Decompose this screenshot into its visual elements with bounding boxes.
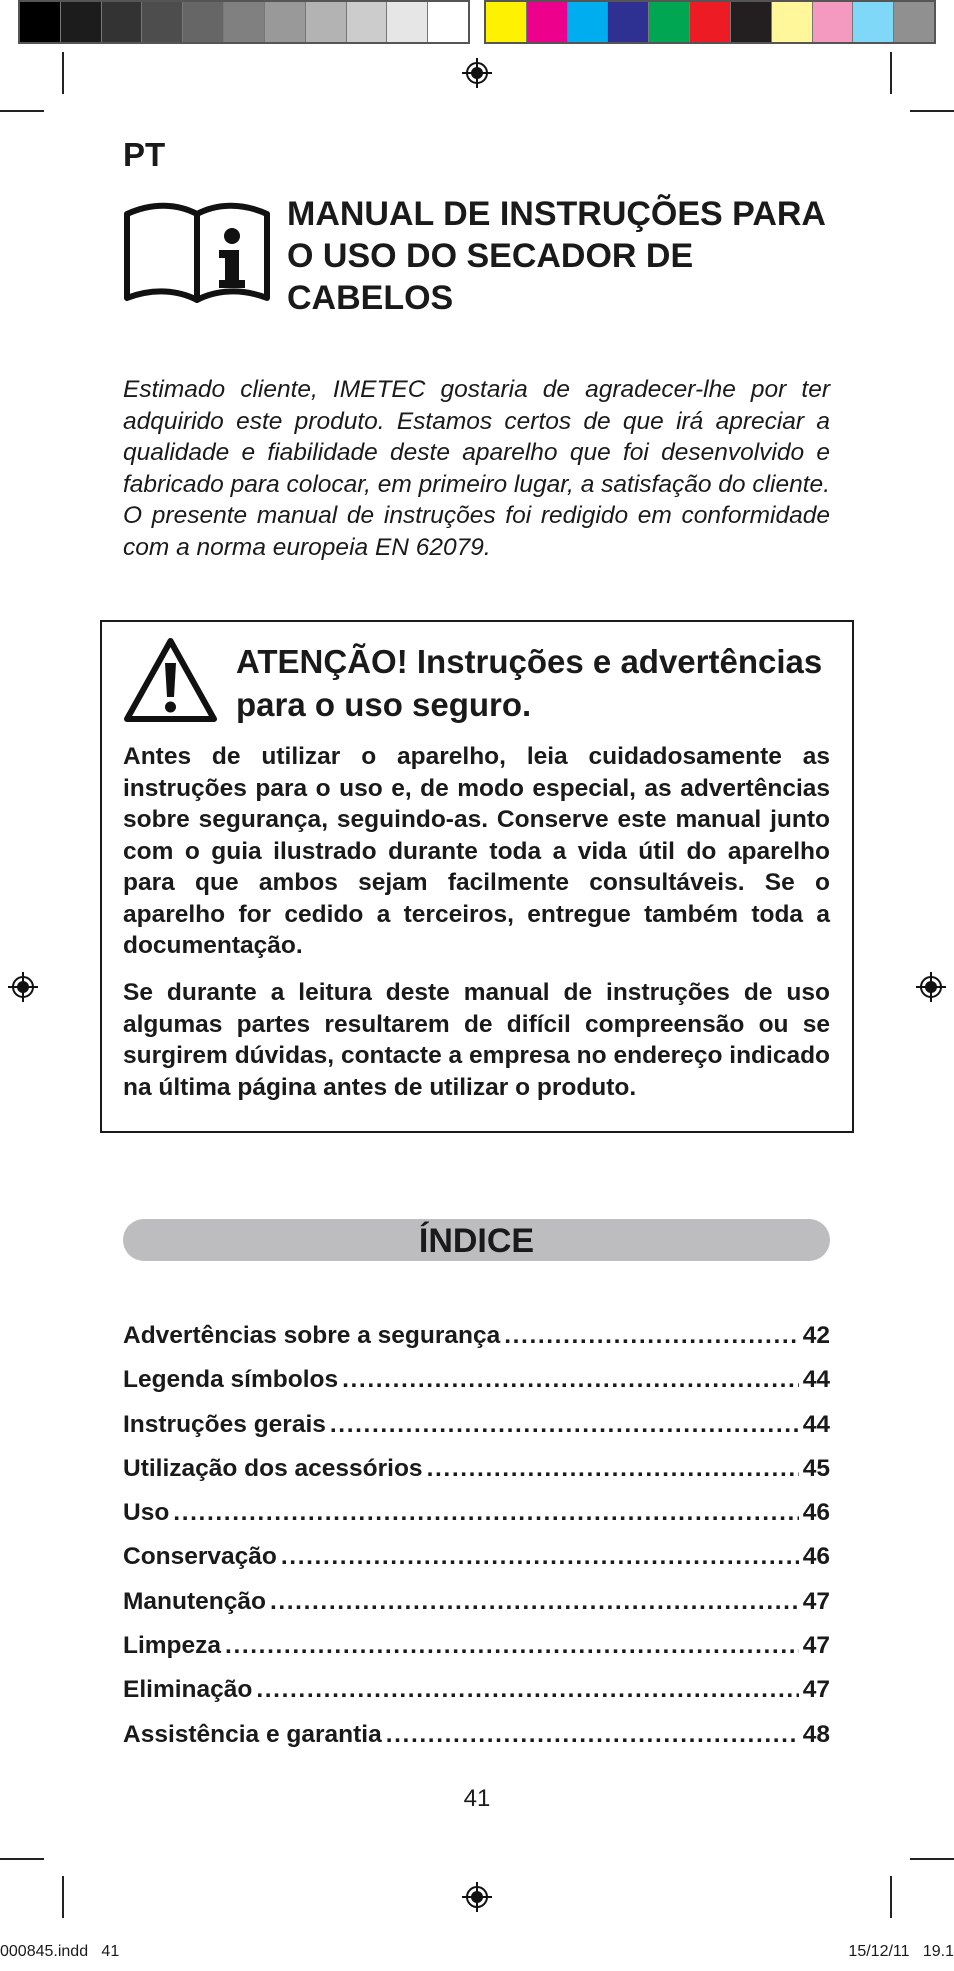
process-color-swatch (568, 2, 609, 42)
grayscale-swatch (142, 2, 183, 42)
registration-mark-icon (916, 972, 946, 1002)
toc-entry-label: Legenda símbolos (123, 1366, 339, 1394)
grayscale-swatch (428, 2, 468, 42)
toc-leader-dots (256, 1676, 798, 1704)
toc-entry (123, 1721, 830, 1765)
crop-mark (910, 110, 954, 112)
process-color-swatch (894, 2, 934, 42)
grayscale-swatch (183, 2, 224, 42)
toc-entry-page: 47 (802, 1632, 830, 1660)
process-color-swatch (772, 2, 813, 42)
process-color-swatch (813, 2, 854, 42)
toc-entry-page: 46 (802, 1499, 830, 1527)
process-color-swatch (486, 2, 527, 42)
toc-leader-dots (281, 1543, 799, 1571)
process-color-swatch (853, 2, 894, 42)
language-code: PT (123, 136, 166, 173)
toc-entry-page: 47 (802, 1587, 830, 1615)
toc-entry (123, 1411, 830, 1455)
page-number: 41 (463, 1785, 491, 1812)
toc-entry-label: Uso (123, 1499, 170, 1527)
toc-leader-dots (342, 1366, 799, 1394)
grayscale-swatch (265, 2, 306, 42)
toc-entry-label: Assistência e garantia (123, 1720, 382, 1748)
toc-leader-dots (173, 1499, 798, 1527)
toc-leader-dots (427, 1455, 799, 1483)
toc-entry (123, 1455, 830, 1499)
print-slug-date: 15/12/11 19.1 (848, 1943, 954, 1960)
toc-entry (123, 1676, 830, 1720)
crop-mark (890, 52, 892, 94)
toc-entry (123, 1543, 830, 1587)
warning-triangle-icon (123, 637, 218, 723)
toc-entry (123, 1366, 830, 1410)
toc-entry (123, 1632, 830, 1676)
grayscale-swatch (102, 2, 143, 42)
toc-leader-dots (330, 1411, 799, 1439)
grayscale-swatch (224, 2, 265, 42)
crop-mark (62, 52, 64, 94)
grayscale-color-bar (18, 0, 470, 44)
toc-entry-page: 44 (802, 1410, 830, 1438)
process-color-bar (484, 0, 936, 44)
intro-paragraph: Estimado cliente, IMETEC gostaria de agradecer-lhe por ter adquirido este produto. Estamos certos de que irá apreciar a qualidade e fiabilidade deste aparelho que foi desenvolvido e fabricado para colocar, em primeiro lugar, a satisfação do cliente. O presente manual de instruções foi redigido em conformidade com a norma europeia EN 62079. (123, 376, 830, 561)
toc-leader-dots (386, 1721, 799, 1749)
info-book-icon (123, 200, 271, 312)
registration-mark-icon (462, 1882, 492, 1912)
print-slug-file: 000845.indd 41 (0, 1943, 120, 1960)
toc-entry-page: 47 (802, 1676, 830, 1704)
toc-entry-page: 46 (802, 1543, 830, 1571)
crop-mark (910, 1858, 954, 1860)
grayscale-swatch (347, 2, 388, 42)
crop-mark (62, 1876, 64, 1918)
toc-entry-label: Instruções gerais (123, 1410, 326, 1438)
toc-leader-dots (270, 1588, 799, 1616)
toc-leader-dots (504, 1322, 799, 1350)
toc-leader-dots (225, 1632, 799, 1660)
toc-entry (123, 1322, 830, 1366)
grayscale-swatch (20, 2, 61, 42)
warning-title: ATENÇÃO! Instruções e advertências para o uso seguro. (236, 643, 823, 723)
toc-entry (123, 1588, 830, 1632)
crop-mark (0, 1858, 44, 1860)
toc-entry-page: 48 (802, 1720, 830, 1748)
grayscale-swatch (387, 2, 428, 42)
registration-mark-icon (8, 972, 38, 1002)
manual-title: MANUAL DE INSTRUÇÕES PARA O USO DO SECADOR DE CABELOS (287, 195, 825, 317)
toc-entry-page: 42 (802, 1322, 830, 1349)
warning-paragraph: Antes de utilizar o aparelho, leia cuidadosamente as instruções para o uso e, de modo especial, as advertências sobre segurança, seguindo-as. Conserve este manual junto com o guia ilustrado durante toda a vida útil do aparelho para que ambos sejam facilmente consultáveis. Se o aparelho for cedido a terceiros, entregue também toda a documentação. (123, 743, 830, 959)
index-heading: ÍNDICE (123, 1219, 830, 1261)
toc-entry-label: Conservação (123, 1543, 277, 1571)
toc-entry-label: Manutenção (123, 1587, 266, 1615)
registration-mark-icon (462, 58, 492, 88)
toc-entry (123, 1499, 830, 1543)
toc-entry-label: Eliminação (123, 1676, 253, 1704)
crop-mark (890, 1876, 892, 1918)
process-color-swatch (690, 2, 731, 42)
process-color-swatch (608, 2, 649, 42)
toc-entry-label: Utilização dos acessórios (123, 1454, 423, 1482)
process-color-swatch (731, 2, 772, 42)
crop-mark (0, 110, 44, 112)
process-color-swatch (649, 2, 690, 42)
table-of-contents (123, 1322, 830, 1765)
toc-entry-label: Advertências sobre a segurança (123, 1322, 501, 1349)
grayscale-swatch (306, 2, 347, 42)
process-color-swatch (527, 2, 568, 42)
grayscale-swatch (61, 2, 102, 42)
toc-entry-label: Limpeza (123, 1632, 222, 1660)
toc-entry-page: 45 (802, 1454, 830, 1482)
warning-paragraph: Se durante a leitura deste manual de instruções de uso algumas partes resultarem de difícil compreensão ou se surgirem dúvidas, contacte a empresa no endereço indicado na última página antes de utilizar o produto. (123, 979, 830, 1101)
toc-entry-page: 44 (802, 1366, 830, 1394)
